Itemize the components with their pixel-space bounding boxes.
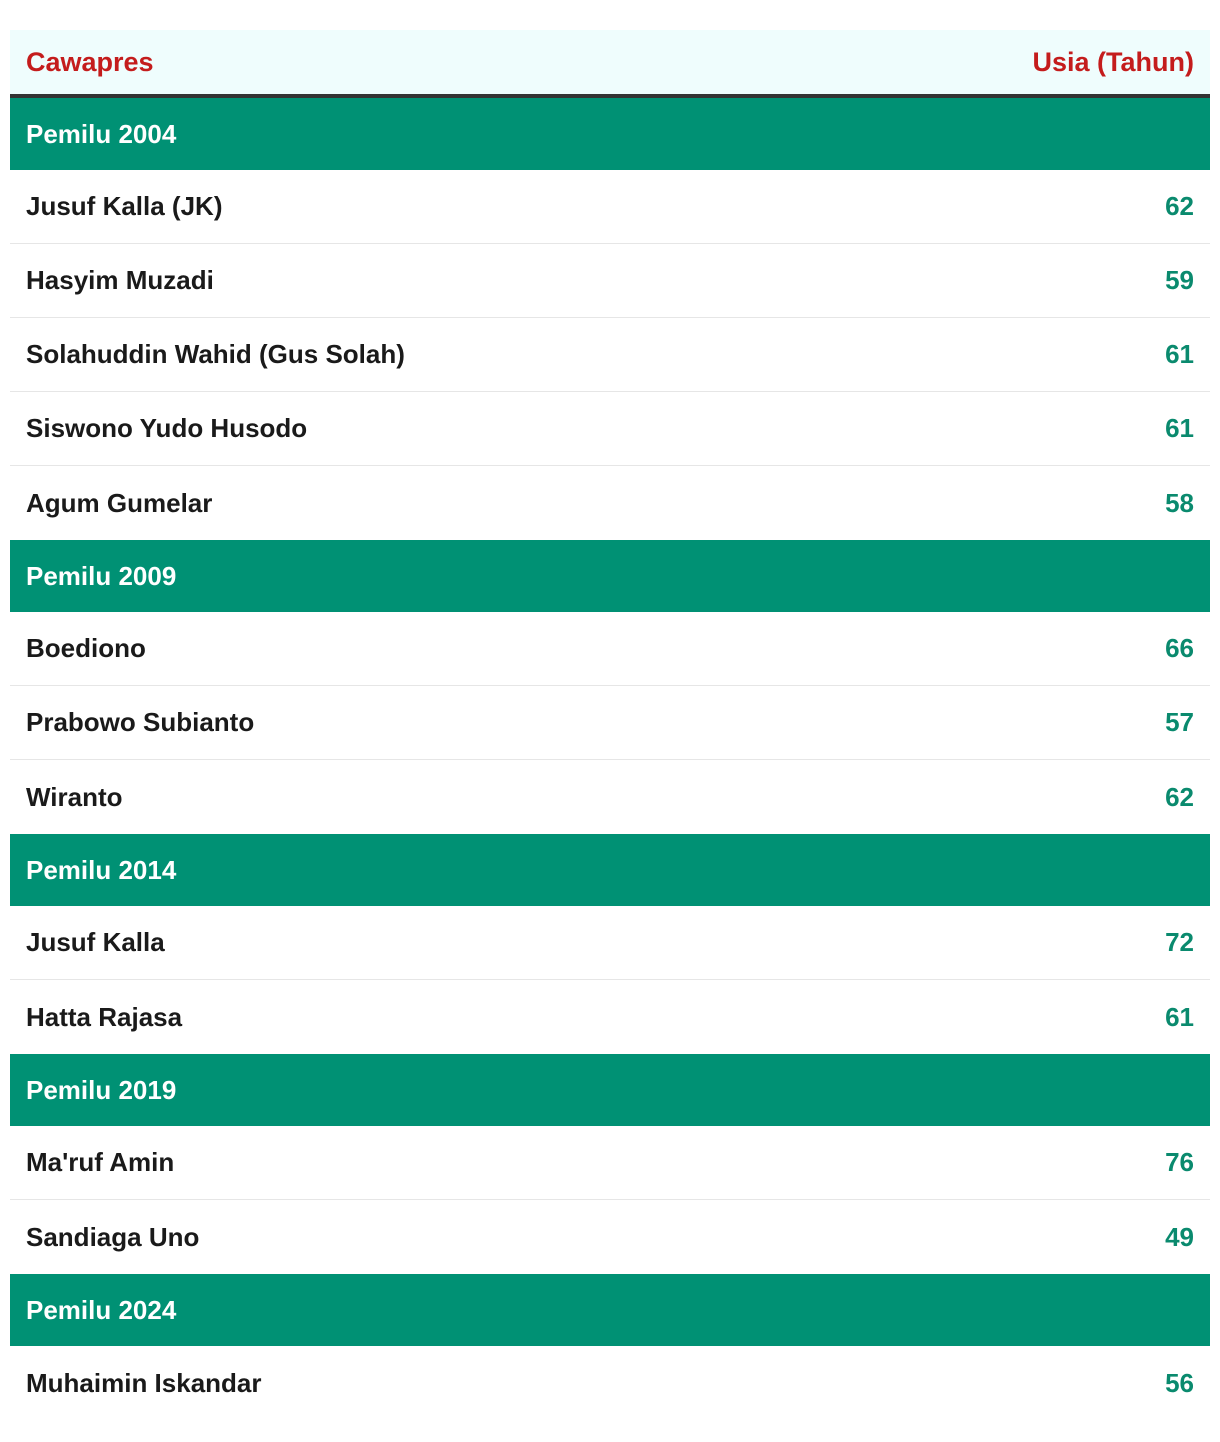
group-label: Pemilu 2019: [26, 1074, 177, 1105]
table-row: [10, 906, 1210, 980]
candidate-name: Boediono: [26, 633, 146, 663]
candidate-name: Siswono Yudo Husodo: [26, 413, 308, 443]
group-label: Pemilu 2004: [26, 118, 177, 149]
table-row: [10, 1346, 1210, 1420]
table-row: [10, 760, 1210, 834]
header-name-column: Cawapres: [26, 46, 154, 77]
candidate-name: Sandiaga Uno: [26, 1221, 200, 1252]
candidate-name: Prabowo Subianto: [26, 707, 255, 737]
table-row: [10, 170, 1210, 244]
candidate-name: Muhaimin Iskandar: [26, 1367, 262, 1398]
group-label: Pemilu 2009: [26, 560, 177, 591]
table-row: [10, 392, 1210, 466]
header-age-column: Usia (Tahun): [1032, 46, 1194, 77]
candidate-age: 62: [1165, 191, 1194, 221]
group-label: Pemilu 2024: [26, 1294, 177, 1325]
group-label: Pemilu 2014: [26, 854, 177, 885]
table-row: [10, 318, 1210, 392]
candidate-age: 58: [1165, 487, 1194, 518]
table-row: [10, 466, 1210, 540]
group-row: [10, 540, 1210, 612]
table-body: [10, 98, 1210, 1420]
table-row: [10, 980, 1210, 1054]
candidate-age-table: [10, 30, 1210, 1420]
candidate-name: Wiranto: [26, 781, 123, 812]
candidate-age: 72: [1165, 927, 1194, 957]
candidate-name: Ma'ruf Amin: [26, 1147, 175, 1177]
group-row: [10, 1054, 1210, 1126]
table-header: [10, 30, 1210, 98]
candidate-age: 57: [1165, 707, 1194, 737]
candidate-name: Agum Gumelar: [26, 487, 213, 518]
candidate-age: 61: [1165, 1001, 1194, 1032]
table-row: [10, 244, 1210, 318]
candidate-age: 59: [1165, 265, 1194, 295]
candidate-age: 62: [1165, 781, 1194, 812]
candidate-age: 61: [1165, 339, 1194, 369]
candidate-name: Jusuf Kalla: [26, 927, 165, 957]
candidate-age: 49: [1165, 1221, 1194, 1252]
candidate-name: Hatta Rajasa: [26, 1001, 183, 1032]
candidate-name: Solahuddin Wahid (Gus Solah): [26, 339, 405, 369]
table-row: [10, 612, 1210, 686]
candidate-name: Hasyim Muzadi: [26, 265, 214, 295]
candidate-age: 56: [1165, 1367, 1194, 1398]
group-row: [10, 834, 1210, 906]
candidate-name: Jusuf Kalla (JK): [26, 191, 223, 221]
table-row: [10, 1126, 1210, 1200]
group-row: [10, 98, 1210, 170]
candidate-age: 61: [1165, 413, 1194, 443]
candidate-age: 66: [1165, 633, 1194, 663]
candidate-age: 76: [1165, 1147, 1194, 1177]
table-row: [10, 1200, 1210, 1274]
table-row: [10, 686, 1210, 760]
group-row: [10, 1274, 1210, 1346]
